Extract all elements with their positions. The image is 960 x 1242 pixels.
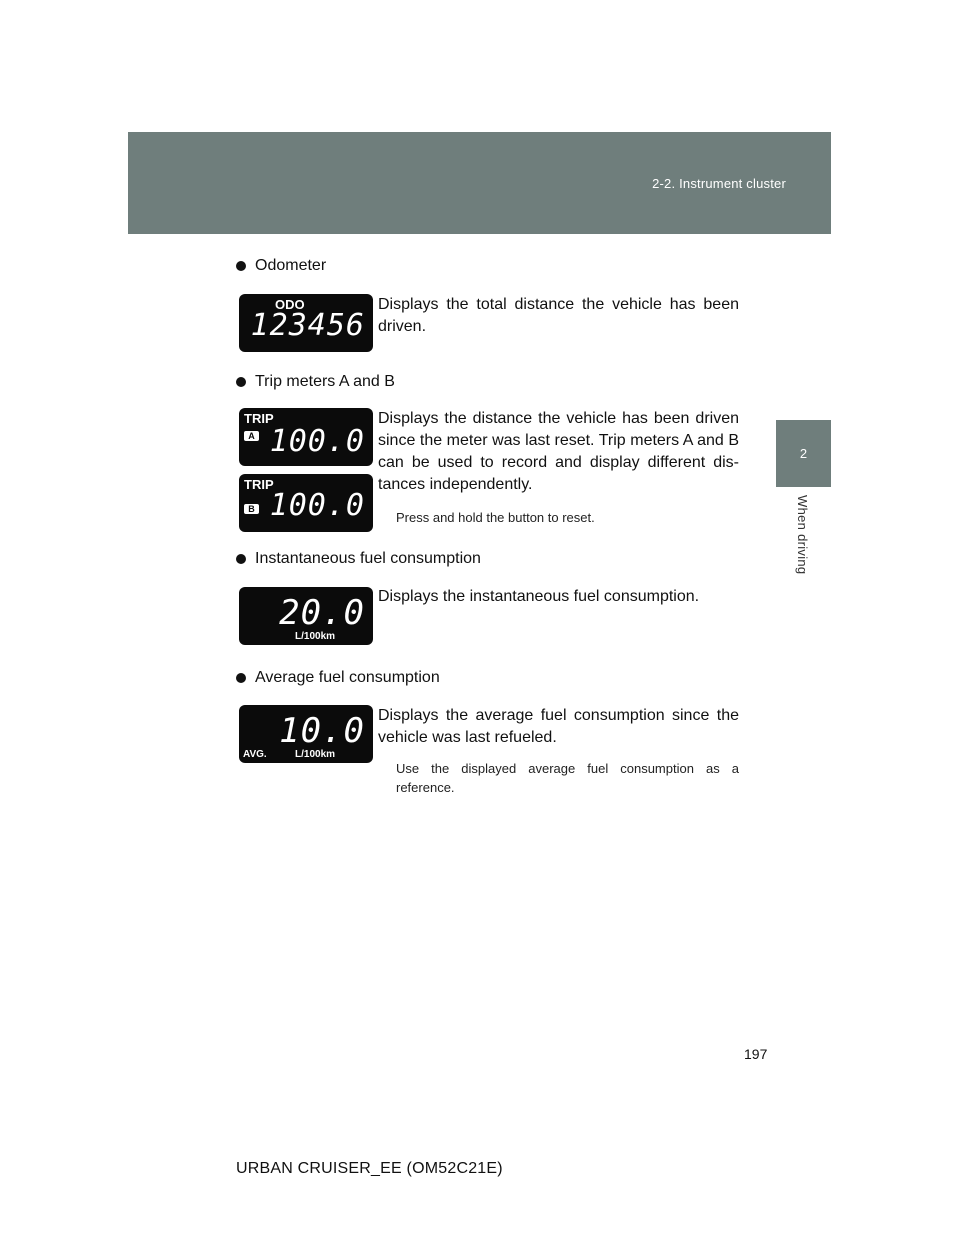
instant-display: [239, 587, 373, 645]
chapter-tab: [776, 420, 831, 487]
odometer-display: [239, 294, 373, 352]
trip-description: Displays the distance the vehicle has been driven since the meter was last reset. Trip meters A and B can be used to record and display different dis-tances independently.: [378, 410, 739, 493]
trip-heading: [236, 373, 395, 391]
instant-display-value: 20.0: [279, 593, 365, 633]
trip-a-display-label: TRIP: [244, 411, 274, 426]
header-band: [128, 132, 831, 234]
trip-a-badge: A: [244, 431, 259, 441]
bullet-icon: [236, 554, 246, 564]
trip-b-display-value: 100.0: [269, 488, 365, 523]
instant-heading: [236, 550, 481, 568]
trip-heading-text: Trip meters A and B: [255, 373, 395, 390]
trip-a-display-value: 100.0: [269, 424, 365, 459]
trip-b-display: [239, 474, 373, 532]
bullet-icon: [236, 261, 246, 271]
average-note: Use the displayed average fuel consumption as a reference.: [396, 761, 739, 795]
average-display-avg-label: AVG.: [243, 749, 267, 760]
page-number: 197: [744, 1046, 768, 1062]
instant-display-unit: L/100km: [295, 631, 336, 642]
bullet-icon: [236, 673, 246, 683]
odometer-description: Displays the total distance the vehicle has been driven.: [378, 296, 739, 335]
bullet-icon: [236, 377, 246, 387]
odometer-display-value: 123456: [250, 308, 365, 343]
section-title: 2-2. Instrument cluster: [652, 176, 786, 191]
chapter-label: When driving: [795, 495, 810, 575]
chapter-number: 2: [799, 446, 808, 461]
trip-a-display: [239, 408, 373, 466]
odometer-display-label: ODO: [275, 297, 305, 312]
odometer-heading-text: Odometer: [255, 257, 327, 274]
model-code: URBAN CRUISER_EE (OM52C21E): [236, 1160, 503, 1177]
average-display-value: 10.0: [279, 711, 365, 751]
trip-note: Press and hold the button to reset.: [396, 510, 595, 525]
average-display: [239, 705, 373, 763]
instant-heading-text: Instantaneous fuel consumption: [255, 550, 481, 567]
average-description: Displays the average fuel consumption since the vehicle was last refueled.: [378, 707, 739, 746]
odometer-heading: [236, 257, 326, 275]
average-heading: [236, 669, 440, 687]
average-display-unit: L/100km: [295, 749, 336, 760]
trip-b-badge: B: [244, 504, 259, 514]
instant-description: Displays the instantaneous fuel consumption.: [378, 588, 700, 605]
average-heading-text: Average fuel consumption: [255, 669, 440, 686]
trip-b-display-label: TRIP: [244, 477, 274, 492]
